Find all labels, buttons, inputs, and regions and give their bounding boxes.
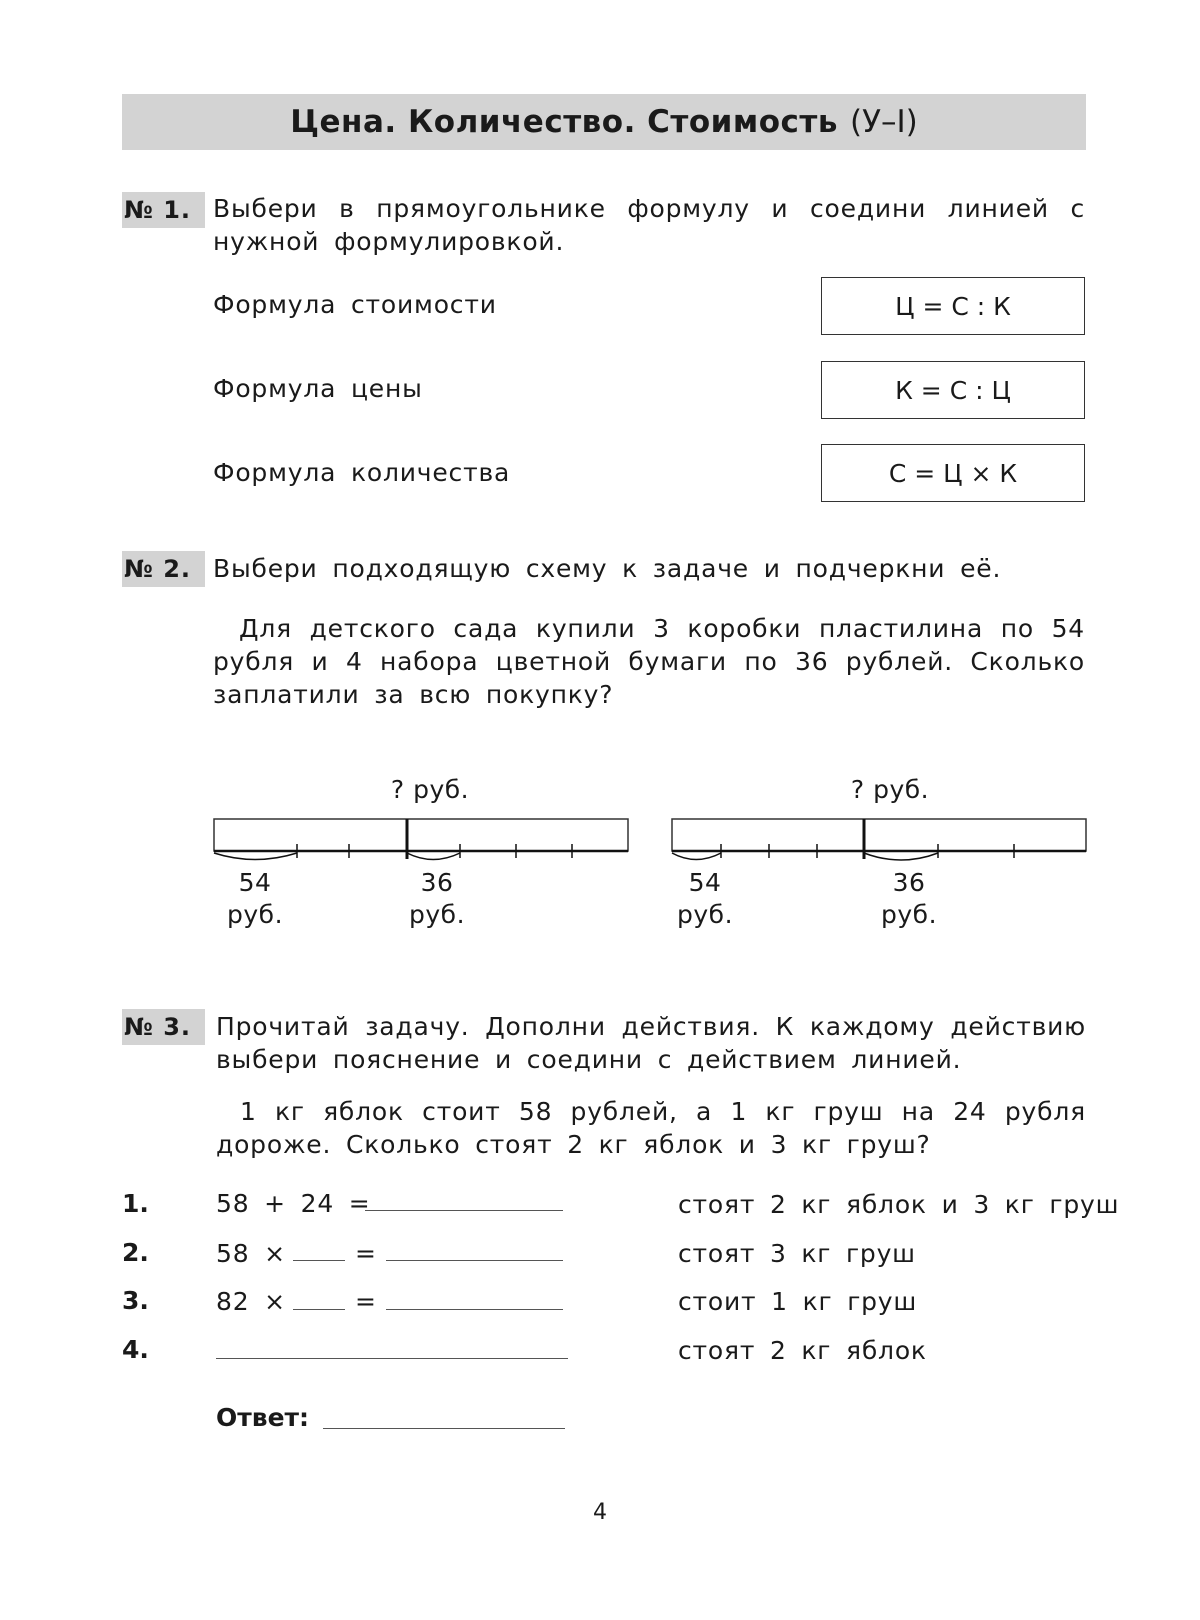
scheme1-arc-1 <box>214 853 297 860</box>
task3-row4-number: 4. <box>122 1335 149 1364</box>
scheme1-diagram[interactable] <box>210 810 640 870</box>
formula-box-3[interactable]: С = Ц × К <box>821 444 1085 502</box>
answer-label: Ответ: <box>216 1403 310 1432</box>
task3-explanation-4: стоят 2 кг яблок <box>678 1336 927 1365</box>
task3-row1-expression: 58 + 24 = <box>216 1189 371 1218</box>
task1-label-cost: Формула стоимости <box>213 290 497 319</box>
task3-row4-answer-line[interactable] <box>216 1358 568 1359</box>
scheme1-segment-box <box>214 819 628 851</box>
task2-problem: Для детского сада купили 3 коробки пластилина по 54 рубля и 4 набора цветной бумаги по 36 рублей. Сколько заплатили за всю покупку? <box>213 614 1085 709</box>
task3-number: № 3. <box>122 1009 205 1045</box>
title-variant: (У–I) <box>849 104 918 140</box>
formula-box-1[interactable]: Ц = С : К <box>821 277 1085 335</box>
answer-line[interactable] <box>323 1428 565 1429</box>
scheme2-segment-box <box>672 819 1086 851</box>
page-number: 4 <box>593 1500 607 1525</box>
task3-row3-answer-line[interactable] <box>386 1309 563 1310</box>
task3-row2-number: 2. <box>122 1238 149 1267</box>
task3-row2-factor-line[interactable] <box>293 1260 345 1261</box>
scheme1-seg1-unit: руб. <box>226 900 284 929</box>
task2-instruction: Выбери подходящую схему к задаче и подчеркни её. <box>213 554 1002 583</box>
task3-explanation-2: стоят 3 кг груш <box>678 1239 916 1268</box>
scheme2-seg2-value: 36 <box>892 868 926 897</box>
scheme1-total-label: ? руб. <box>390 775 470 804</box>
task1-label-price: Формула цены <box>213 374 423 403</box>
scheme2-seg1-value: 54 <box>688 868 722 897</box>
task1-label-quantity: Формула количества <box>213 458 511 487</box>
task3-explanation-3: стоит 1 кг груш <box>678 1287 918 1316</box>
scheme1-arc-2 <box>407 853 460 860</box>
task3-row1-number: 1. <box>122 1189 149 1218</box>
formula-box-2[interactable]: К = С : Ц <box>821 361 1085 419</box>
task3-row3-expression-b: = <box>355 1287 377 1316</box>
scheme2-seg1-unit: руб. <box>676 900 734 929</box>
task3-explanation-1: стоят 2 кг яблок и 3 кг груш <box>678 1190 1120 1219</box>
scheme2-total-label: ? руб. <box>850 775 930 804</box>
scheme2-arc-1 <box>672 853 721 860</box>
task1-number: № 1. <box>122 192 205 228</box>
scheme1-seg2-value: 36 <box>420 868 454 897</box>
task3-row2-answer-line[interactable] <box>386 1260 563 1261</box>
task3-row2-expression-b: = <box>355 1239 377 1268</box>
scheme2-arc-2 <box>864 853 938 860</box>
task3-row1-answer-line[interactable] <box>365 1210 563 1211</box>
task3-problem: 1 кг яблок стоит 58 рублей, а 1 кг груш на 24 рубля дороже. Сколько стоят 2 кг яблок и 3 кг груш? <box>216 1097 1086 1159</box>
task1-instruction: Выбери в прямоугольнике формулу и соедини линией с нужной формулировкой. <box>213 194 1085 256</box>
task3-row3-expression-a: 82 × <box>216 1287 286 1316</box>
scheme1-seg2-unit: руб. <box>408 900 466 929</box>
page-title <box>122 94 1086 150</box>
scheme2-diagram[interactable] <box>668 810 1098 870</box>
scheme2-seg2-unit: руб. <box>880 900 938 929</box>
task3-row2-expression-a: 58 × <box>216 1239 286 1268</box>
task3-row3-factor-line[interactable] <box>293 1309 345 1310</box>
title-main: Цена. Количество. Стоимость <box>290 104 838 140</box>
scheme1-seg1-value: 54 <box>238 868 272 897</box>
task2-number: № 2. <box>122 551 205 587</box>
task3-row3-number: 3. <box>122 1286 149 1315</box>
task3-instruction: Прочитай задачу. Дополни действия. К каждому действию выбери пояснение и соедини с действием линией. <box>216 1012 1086 1074</box>
